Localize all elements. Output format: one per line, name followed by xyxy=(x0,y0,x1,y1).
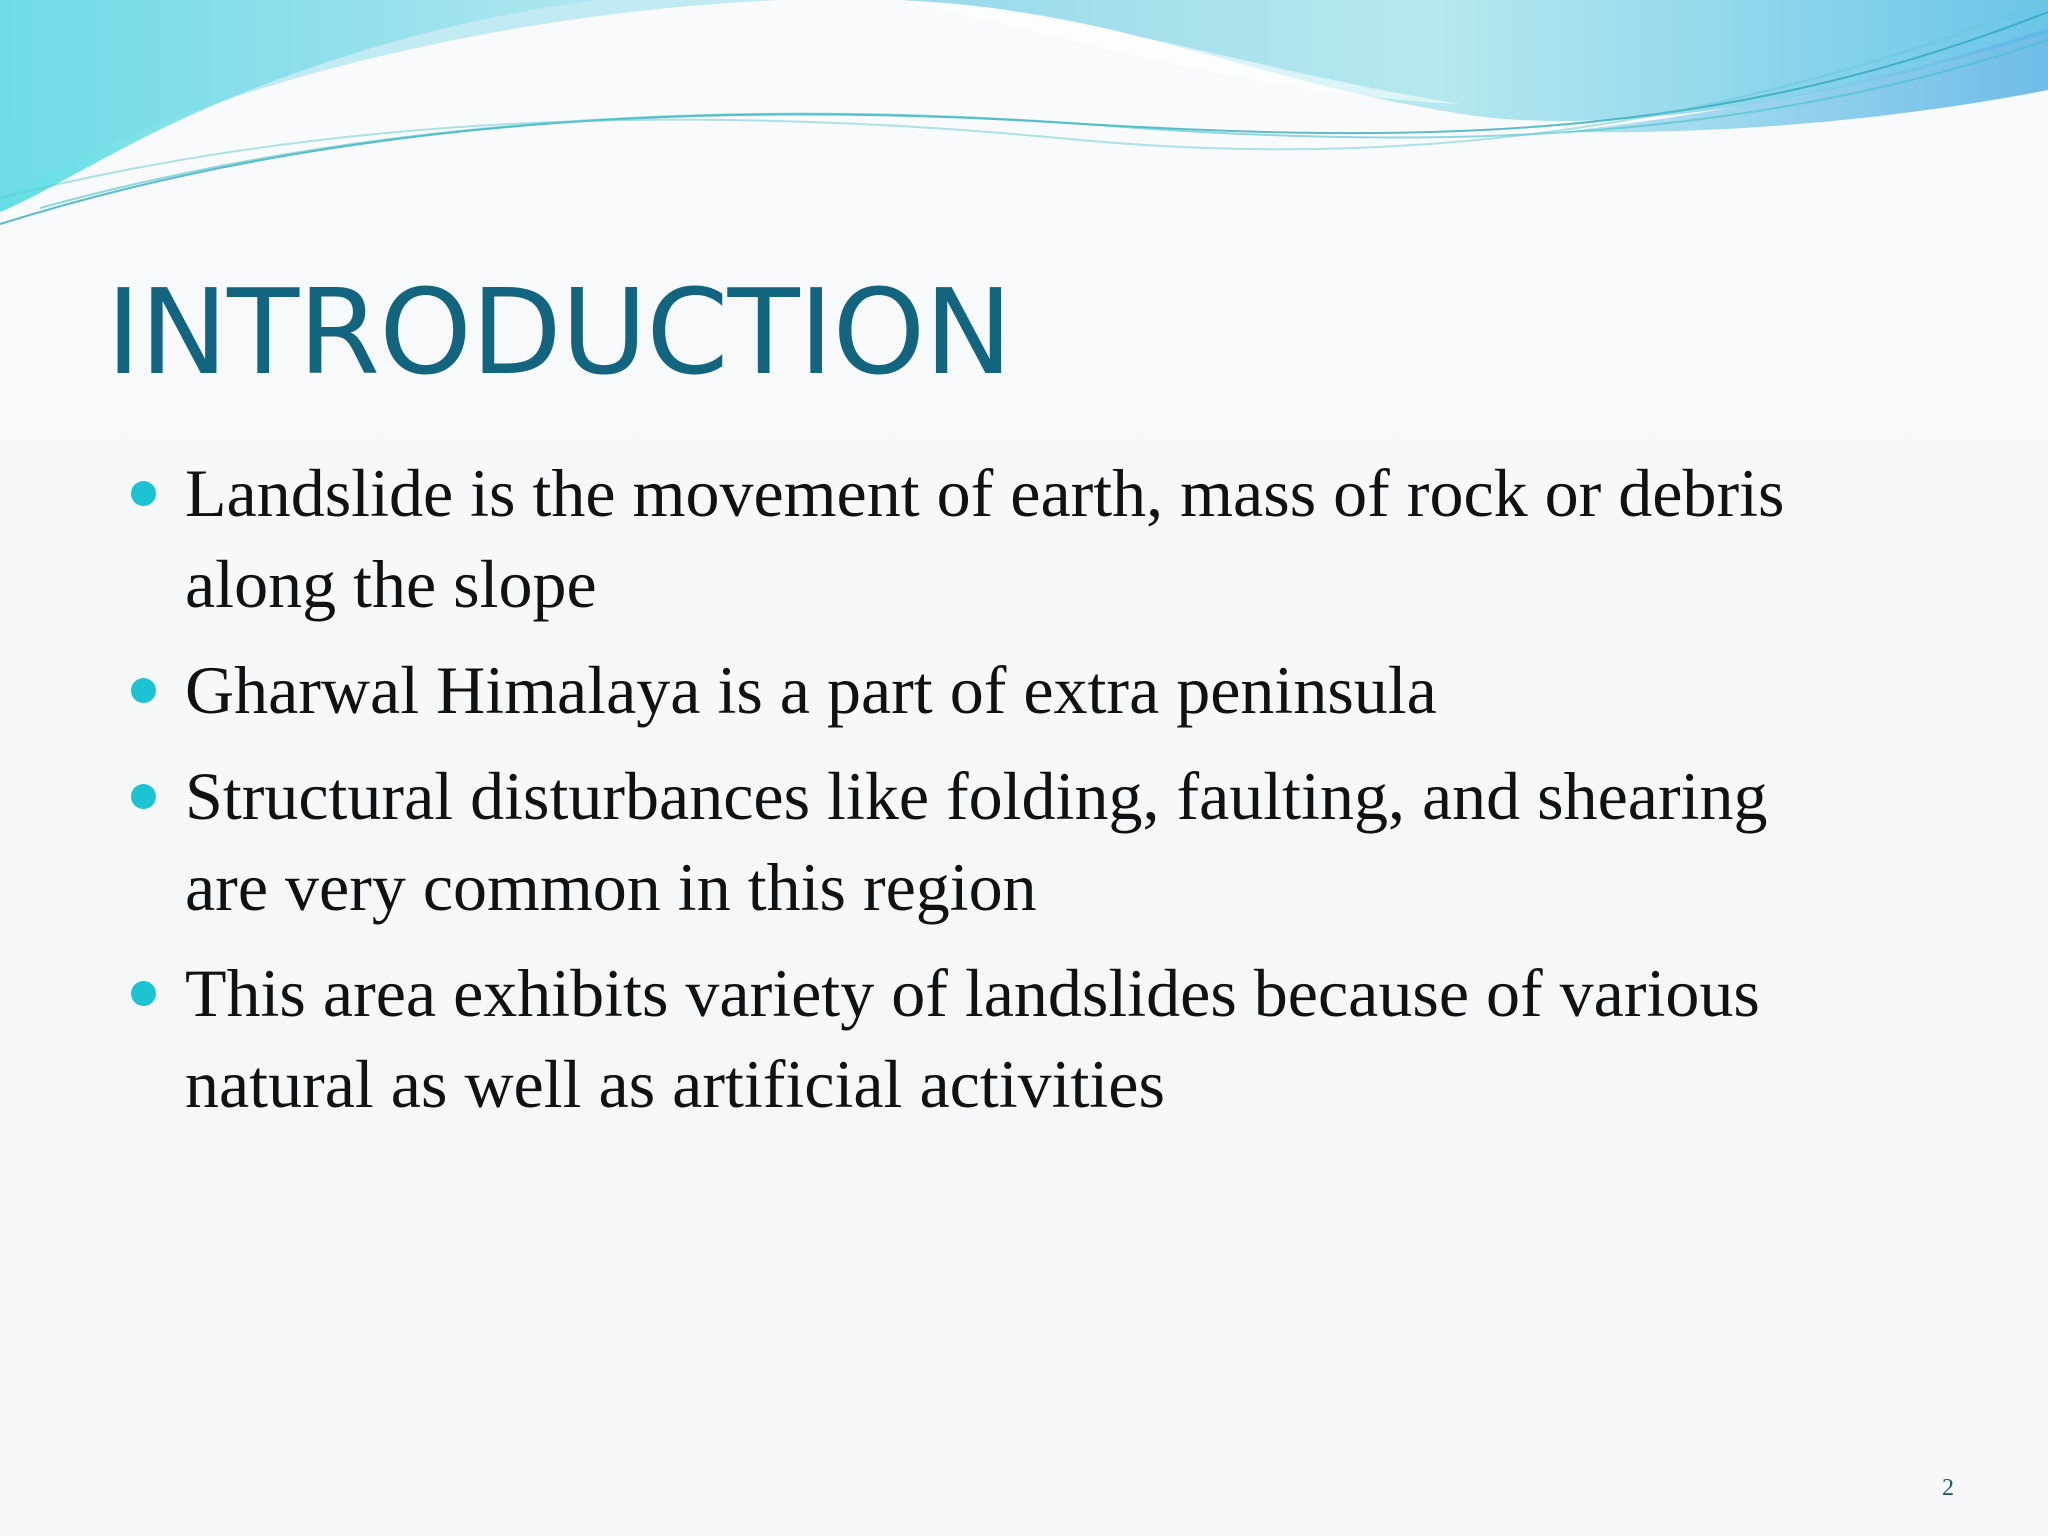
wave-banner-decoration xyxy=(0,0,2048,240)
bullet-text-line: Gharwal Himalaya is a part of extra peninsula xyxy=(185,652,1437,728)
bullet-text-line: Structural disturbances like folding, faulting, and shearing xyxy=(185,758,1768,834)
bullet-text-line: are very common in this region xyxy=(185,849,1037,925)
bullet-circle-icon xyxy=(131,678,156,703)
bullet-text-line: Landslide is the movement of earth, mass of rock or debris xyxy=(185,455,1785,531)
bullet-item-2 xyxy=(0,645,1985,736)
wave-left-overlay xyxy=(0,0,780,200)
page-number: 2 xyxy=(1942,1475,1954,1501)
bullet-text-line: along the slope xyxy=(185,546,597,622)
bullet-list xyxy=(0,448,2048,1145)
slide-title: INTRODUCTION xyxy=(106,263,1012,401)
bullet-circle-icon xyxy=(131,481,156,506)
bullet-item-4 xyxy=(0,948,1985,1130)
bullet-item-1 xyxy=(0,448,1985,630)
bullet-item-3 xyxy=(0,751,1985,933)
bullet-circle-icon xyxy=(131,784,156,809)
bullet-text-line: This area exhibits variety of landslides because of various xyxy=(185,955,1760,1031)
bullet-circle-icon xyxy=(131,981,156,1006)
bullet-text-line: natural as well as artificial activities xyxy=(185,1046,1165,1122)
